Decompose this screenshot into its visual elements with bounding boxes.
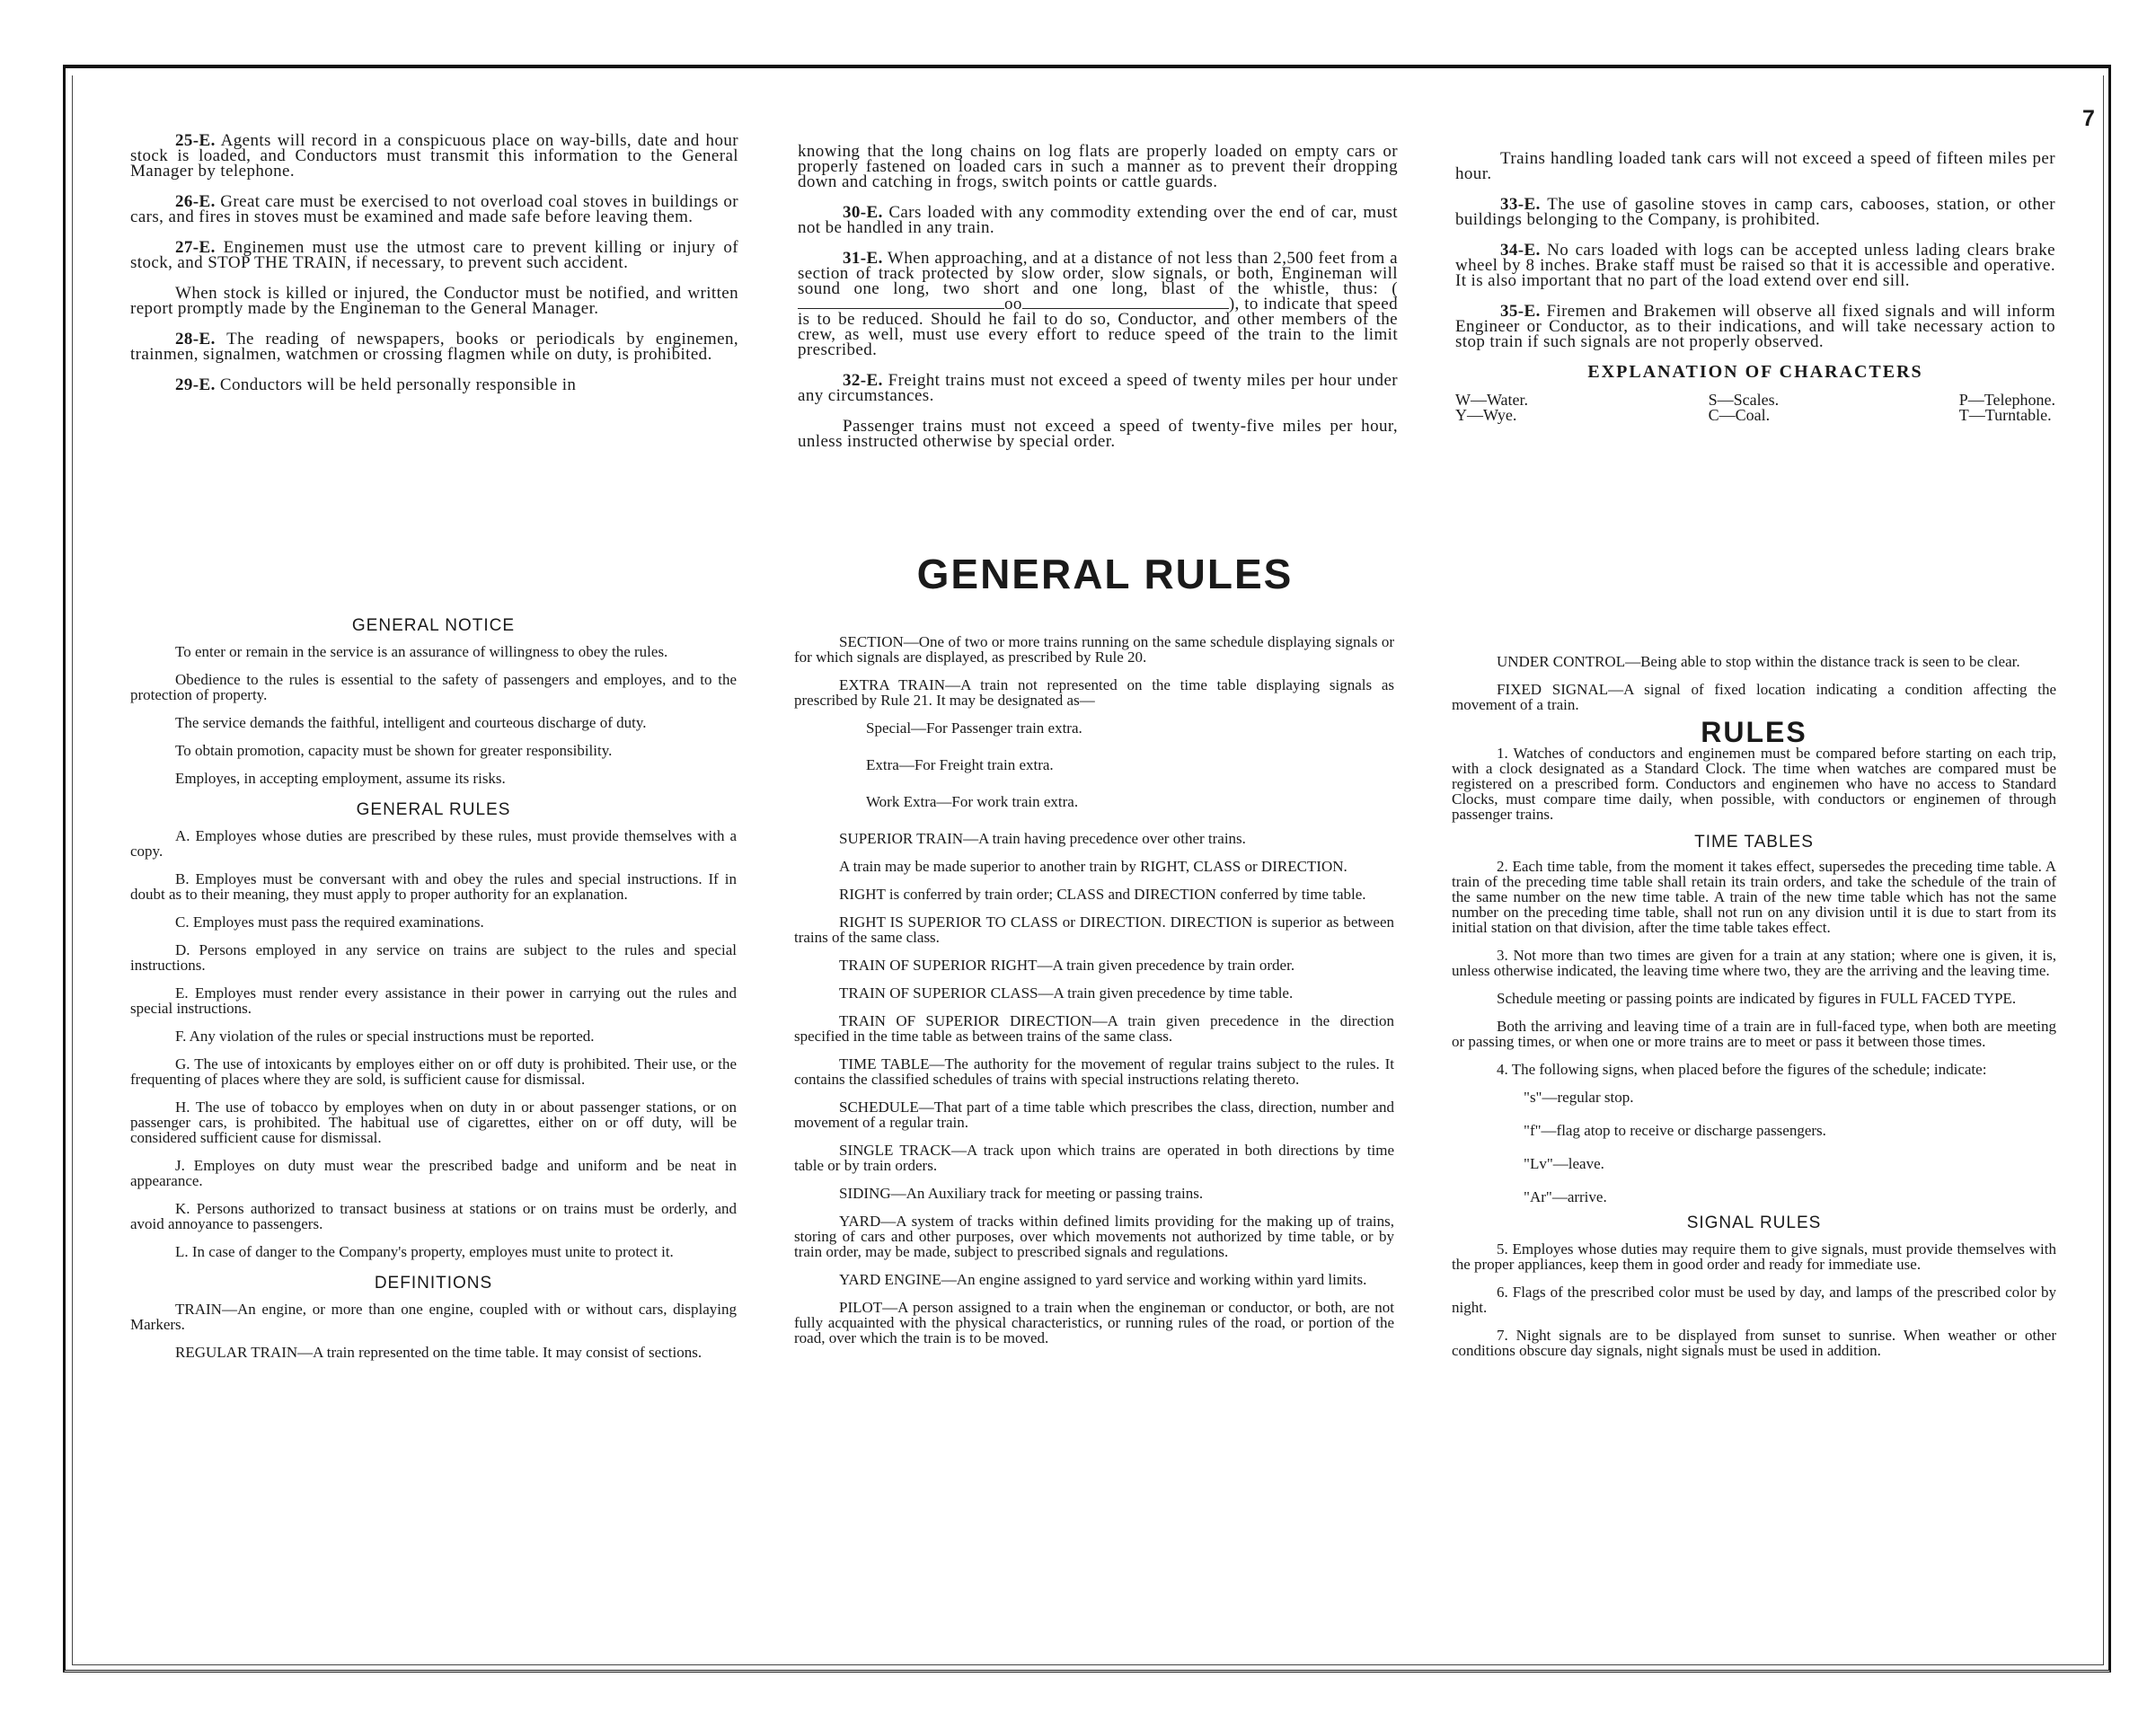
rule-k: K. Persons authorized to transact business at stations or on trains must be orderly, and avoid annoyance to passengers. <box>130 1200 737 1232</box>
definition-pilot: PILOT—A person assigned to a train when the engineman or conductor, or both, are not fully acquainted with the physical characteristics, or running rules of the road, or portion of the road, over which the train is to be moved. <box>794 1299 1394 1346</box>
rule-1: 1. Watches of conductors and enginemen must be compared before starting on each trip, with a clock designated as a Standard Clock. The time when watches are compared must be registered on a prescribed form. Conductors and enginemen who have no access to Standard Clocks, must compare time daily, when possible, with conductors or enginemen of through passenger trains. <box>1452 745 2056 823</box>
rule-2: 2. Each time table, from the moment it takes effect, supersedes the preceding time table. A train of the preceding time table shall retain its train orders, and take the schedule of the train of the same number on the new time table. A train of the new time table which has not the same number on the preceding time table, shall not run on any division until it is due to start from its initial station on that division, after the time table takes effect. <box>1452 858 2056 936</box>
definition-yard: YARD—A system of tracks within defined limits providing for the making up of trains, storing of cars and other purposes, over which movements not authorized by time table, or by train order, may be made, subject to prescribed signals and regulations. <box>794 1213 1394 1260</box>
full-faced-type: Both the arriving and leaving time of a train are in full-faced type, when both are meeting or passing times, or when one or more trains are to meet or pass it between those times. <box>1452 1018 2056 1050</box>
sign-regular-stop: "s"—regular stop. <box>1524 1089 1634 1106</box>
lower-middle-column <box>794 634 1394 1358</box>
definition-schedule: SCHEDULE—That part of a time table which prescribes the class, direction, number and movement of a regular train. <box>794 1099 1394 1131</box>
whistle-long-line-2 <box>1022 301 1229 309</box>
general-rules-heading: GENERAL RULES <box>356 800 511 819</box>
rule-j: J. Employes on duty must wear the prescribed badge and uniform and be neat in appearance. <box>130 1157 737 1189</box>
char-coal: C—Coal. <box>1708 406 1771 424</box>
definition-section: SECTION—One of two or more trains running on the same schedule displaying signals or for which signals are displayed, as prescribed by Rule 20. <box>794 633 1394 666</box>
char-telephone: P—Telephone. <box>1958 391 2055 409</box>
rule-31e: 31-E. When approaching, and at a distance of not less than 2,500 feet from a section of track protected by slow order, slow signals, or both, Engineman will sound one long, two short and one long, blast of the whistle, thus: (oo ), to indicate that speed is to be reduced. Should he fail to do so, Conductor, and other members of the crew, as well, must use every effort to reduce speed of the train to the limit prescribed. <box>798 249 1399 359</box>
definition-superior-direction: TRAIN OF SUPERIOR DIRECTION—A train given precedence in the direction specified in the time table as between trains of the same class. <box>794 1012 1394 1045</box>
rule-28e: 28-E. The reading of newspapers, books or periodicals by enginemen, trainmen, signalmen, watchmen or crossing flagmen while on duty, is prohibited. <box>130 330 738 364</box>
rule-30e: 30-E. Cars loaded with any commodity extending over the end of car, must not be handled in any train. <box>798 203 1398 237</box>
char-turntable: T—Turntable. <box>1958 406 2052 424</box>
upper-left-column <box>130 133 738 408</box>
sign-leave: "Lv"—leave. <box>1524 1155 1604 1172</box>
rule-e: E. Employes must render every assistance in their power in carrying out the rules and special instructions. <box>130 984 737 1017</box>
definition-right-superior: RIGHT IS SUPERIOR TO CLASS or DIRECTION. DIRECTION is superior as between trains of the same class. <box>794 913 1394 946</box>
rule-l: L. In case of danger to the Company's property, employes must unite to protect it. <box>175 1243 674 1260</box>
rule-f: F. Any violation of the rules or special instructions must be reported. <box>175 1028 595 1045</box>
signal-rules-heading: SIGNAL RULES <box>1686 1214 1822 1232</box>
notice-item: To obtain promotion, capacity must be shown for greater responsibility. <box>175 742 613 759</box>
characters-legend <box>1455 393 2055 423</box>
rule-7: 7. Night signals are to be displayed from sunset to sunrise. When weather or other conditions obscure day signals, night signals must be used in addition. <box>1452 1327 2056 1359</box>
notice-item: To enter or remain in the service is an assurance of willingness to obey the rules. <box>175 643 668 660</box>
whistle-long-line <box>798 301 1004 309</box>
upper-right-column <box>1455 151 2055 423</box>
char-wye: Y—Wye. <box>1455 406 1517 424</box>
rule-32e: 32-E. Freight trains must not exceed a speed of twenty miles per hour under any circumstances. <box>798 371 1399 405</box>
rule-3: 3. Not more than two times are given for a train at any station; where one is given, it is, unless otherwise indicated, the leaving time where two, they are the arriving and the leaving time. <box>1452 947 2056 979</box>
rule-25e: 25-E. Agents will record in a conspicuous place on way-bills, date and hour stock is loaded, and Conductors must transmit this information to the General Manager by telephone. <box>130 131 738 181</box>
time-tables-heading: TIME TABLES <box>1694 833 1814 852</box>
definition-under-control: UNDER CONTROL—Being able to stop within the distance track is seen to be clear. <box>1497 653 2020 670</box>
general-notice-heading: GENERAL NOTICE <box>351 616 516 635</box>
rule-a: A. Employes whose duties are prescribed by these rules, must provide themselves with a copy. <box>130 827 737 860</box>
definition-yard-engine: YARD ENGINE—An engine assigned to yard service and working within yard limits. <box>839 1271 1367 1288</box>
lower-right-column <box>1452 654 2056 1371</box>
definition-extra-train: EXTRA TRAIN—A train not represented on the time table displaying signals as prescribed by Rule 21. It may be designated as— <box>794 676 1394 709</box>
rule-tank-cars: Trains handling loaded tank cars will not exceed a speed of fifteen miles per hour. <box>1455 149 2055 183</box>
char-scales: S—Scales. <box>1708 391 1780 409</box>
rule-h: H. The use of tobacco by employes when on duty in or about passenger stations, or on passenger cars, is prohibited. The habitual use of cigarettes, either on or off duty, will be considered sufficient cause for dismissal. <box>130 1099 737 1146</box>
definition-superior-right: TRAIN OF SUPERIOR RIGHT—A train given precedence by train order. <box>839 957 1295 974</box>
main-heading: GENERAL RULES <box>916 551 1294 597</box>
definitions-heading: DEFINITIONS <box>374 1274 493 1293</box>
definition-regular-train: REGULAR TRAIN—A train represented on the time table. It may consist of sections. <box>175 1344 702 1361</box>
extra-special: Special—For Passenger train extra. <box>866 719 1082 737</box>
definition-single-track: SINGLE TRACK—A track upon which trains are operated in both directions by time table or by train orders. <box>794 1142 1394 1174</box>
notice-item: The service demands the faithful, intelligent and courteous discharge of duty. <box>175 714 647 731</box>
definition-right: RIGHT is conferred by train order; CLASS and DIRECTION conferred by time table. <box>839 886 1366 903</box>
notice-item: Obedience to the rules is essential to the safety of passengers and employes, and to the protection of property. <box>130 671 737 703</box>
rule-29e: 29-E. Conductors will be held personally responsible in <box>175 375 577 394</box>
rule-4: 4. The following signs, when placed before the figures of the schedule; indicate: <box>1497 1061 1987 1078</box>
rule-c: C. Employes must pass the required examinations. <box>175 913 484 931</box>
rule-29e-continued: knowing that the long chains on log flats are properly loaded on empty cars or properly fastened on loaded cars in such a manner as to prevent their dropping down and catching in frogs, switch points or cattle guards. <box>798 142 1398 191</box>
rule-6: 6. Flags of the prescribed color must be used by day, and lamps of the prescribed color by night. <box>1452 1284 2056 1316</box>
definition-siding: SIDING—An Auxiliary track for meeting or passing trains. <box>839 1185 1204 1202</box>
notice-item: Employes, in accepting employment, assume its risks. <box>175 770 506 787</box>
char-water: W—Water. <box>1455 391 1529 409</box>
definition-superior-by: A train may be made superior to another train by RIGHT, CLASS or DIRECTION. <box>839 858 1348 875</box>
upper-middle-column <box>798 144 1398 464</box>
rule-27e-stock: When stock is killed or injured, the Conductor must be notified, and written report promptly made by the Engineman to the General Manager. <box>130 284 738 318</box>
extra-work: Work Extra—For work train extra. <box>866 793 1079 810</box>
rule-35e: 35-E. Firemen and Brakemen will observe all fixed signals and will inform Engineer or Conductor, as to their indications, and will take necessary action to stop train if such signals are not properly observed. <box>1455 302 2055 351</box>
page-number: 7 <box>2082 106 2095 131</box>
sign-flag-stop: "f"—flag atop to receive or discharge passengers. <box>1524 1122 1826 1139</box>
definition-superior-train: SUPERIOR TRAIN—A train having precedence over other trains. <box>839 830 1246 847</box>
definition-fixed-signal: FIXED SIGNAL—A signal of fixed location indicating a condition affecting the movement of a train. <box>1452 681 2056 713</box>
rule-34e: 34-E. No cars loaded with logs can be accepted unless lading clears brake wheel by 8 inches. Brake staff must be raised so that it is accessible and operative. It is also important that no part of the load extend over end sill. <box>1455 241 2056 290</box>
rule-33e: 33-E. The use of gasoline stoves in camp cars, cabooses, station, or other buildings belonging to the Company, is prohibited. <box>1455 195 2055 229</box>
definition-time-table: TIME TABLE—The authority for the movement of regular trains subject to the rules. It contains the classified schedules of trains with special instructions relating thereto. <box>794 1055 1394 1088</box>
explanation-heading: EXPLANATION OF CHARACTERS <box>1587 362 1923 382</box>
rules-heading: RULES <box>1701 716 1807 748</box>
rule-5: 5. Employes whose duties may require them to give signals, must provide themselves with the proper appliances, keep them in good order and ready for immediate use. <box>1452 1240 2056 1273</box>
definition-train: TRAIN—An engine, or more than one engine, coupled with or without cars, displaying Markers. <box>130 1301 737 1333</box>
rule-32e-passenger: Passenger trains must not exceed a speed of twenty-five miles per hour, unless instructed otherwise by special order. <box>798 417 1398 451</box>
extra-freight: Extra—For Freight train extra. <box>866 756 1054 773</box>
rule-b: B. Employes must be conversant with and obey the rules and special instructions. If in doubt as to their meaning, they must apply to proper authority for an explanation. <box>130 870 737 903</box>
rule-26e: 26-E. Great care must be exercised to not overload coal stoves in buildings or cars, and fires in stoves must be examined and made safe before leaving them. <box>130 192 739 226</box>
sign-arrive: "Ar"—arrive. <box>1524 1188 1607 1205</box>
definition-superior-class: TRAIN OF SUPERIOR CLASS—A train given precedence by time table. <box>839 984 1294 1002</box>
rule-g: G. The use of intoxicants by employes either on or off duty is prohibited. Their use, or the frequenting of places where they are sold, is sufficient cause for dismissal. <box>130 1055 737 1088</box>
rule-d: D. Persons employed in any service on trains are subject to the rules and special instructions. <box>130 941 737 974</box>
rule-27e: 27-E. Enginemen must use the utmost care to prevent killing or injury of stock, and STOP THE TRAIN, if necessary, to prevent such accident. <box>130 238 738 272</box>
schedule-points: Schedule meeting or passing points are indicated by figures in FULL FACED TYPE. <box>1497 990 2017 1007</box>
lower-left-column <box>130 607 737 1372</box>
